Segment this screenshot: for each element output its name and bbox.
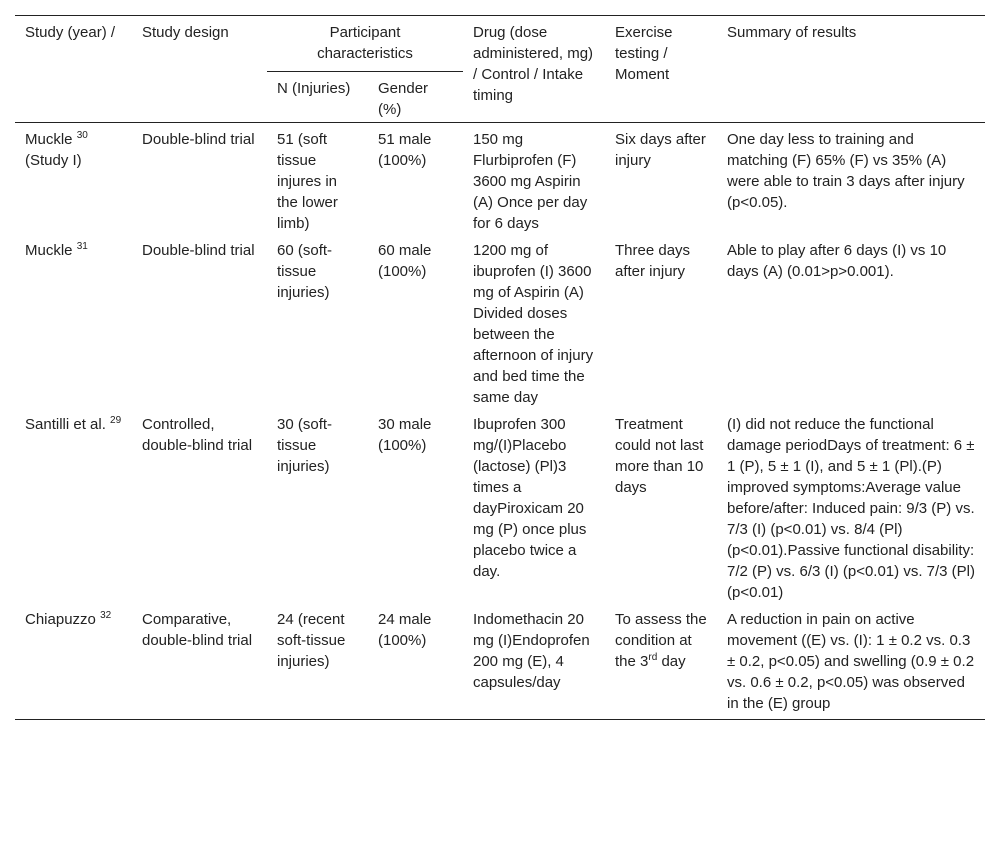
cell-exercise: Six days after injury [615,131,706,169]
cell-summary: One day less to training and matching (F) 65% (F) vs 35% (A) were able to train 3 days after injury (p<0.05). [727,131,965,211]
cell-gender: 51 male (100%) [378,131,432,169]
reference-number: 31 [76,241,88,252]
cell-study: Muckle $^{30}$ (Study I) [25,130,88,169]
cell-drug: 1200 mg of ibuprofen (I) 3600 mg of Aspirin (A) Divided doses between the afternoon of injury and bed time the same day [473,242,594,406]
header-n: N (Injuries) [277,80,351,97]
cell-summary: Able to play after 6 days (I) vs 10 days (A) (0.01>p>0.001). [727,242,947,280]
cell-n: 30 (soft-tissue injuries) [277,416,333,475]
cell-design: Double-blind trial [142,242,255,259]
header-participants: Participant characteristics [267,16,463,72]
header-exercise: Exercise testing / Moment [615,24,673,83]
cell-gender: 30 male (100%) [378,416,432,454]
cell-design: Comparative, double-blind trial [142,611,253,649]
cell-n: 60 (soft-tissue injuries) [277,242,333,301]
cell-exercise: To assess the condition at the 3rd day [615,611,707,670]
cell-summary: (I) did not reduce the functional damage periodDays of treatment: 6 ± 1 (P), 5 ± 1 (I), and 5 ± 1 (Pl).(P) improved symptoms:Average value before/after: Induced pain: 9/3 (P) vs. 7/3 (I) (p<0.01) vs. 8/4 (Pl) (p<0.01).Passive functional disability: 7/2 (P) vs. 6/3 (I) (p<0.01) vs. 7/3 (Pl) (p<0.01) [727,416,975,601]
cell-gender: 24 male (100%) [378,611,432,649]
header-drug: Drug (dose administered, mg) / Control / Intake timing [473,24,594,104]
header-design: Study design [142,24,229,41]
reference-number: 30 [76,130,88,141]
cell-design: Double-blind trial [142,131,255,148]
cell-drug: Ibuprofen 300 mg/(I)Placebo (lactose) (Pl)3 times a dayPiroxicam 20 mg (P) once plus placebo twice a day. [473,416,587,580]
cell-n: 51 (soft tissue injures in the lower limb) [277,131,338,232]
table-row [15,408,985,603]
cell-drug: 150 mg Flurbiprofen (F) 3600 mg Aspirin (A) Once per day for 6 days [473,131,588,232]
table-row [15,123,985,235]
cell-exercise: Treatment could not last more than 10 days [615,416,704,496]
table-row [15,234,985,408]
header-study: Study (year) / [25,24,116,41]
cell-design: Controlled, double-blind trial [142,416,253,454]
header-gender: Gender (%) [378,80,429,118]
cell-gender: 60 male (100%) [378,242,432,280]
table-header [15,16,985,123]
cell-drug: Indomethacin 20 mg (I)Endoprofen 200 mg (E), 4 capsules/day [473,611,590,691]
studies-table [15,15,985,720]
cell-summary: A reduction in pain on active movement ((E) vs. (I): 1 ± 0.2 vs. 0.3 ± 0.2, p<0.05) and swelling (0.9 ± 0.2 vs. 0.6 ± 0.2, p<0.05) was observed in the (E) group [727,611,975,712]
table-body [15,123,985,720]
cell-exercise: Three days after injury [615,242,691,280]
cell-study: Santilli et al. $^{29}$ [25,415,122,433]
cell-study: Muckle $^{31}$ [25,241,88,259]
cell-n: 24 (recent soft-tissue injuries) [277,611,346,670]
reference-number: 29 [110,415,122,426]
table-row [15,603,985,720]
reference-number: 32 [100,610,112,621]
cell-study: Chiapuzzo $^{32}$ [25,610,112,628]
header-summary: Summary of results [727,24,857,41]
